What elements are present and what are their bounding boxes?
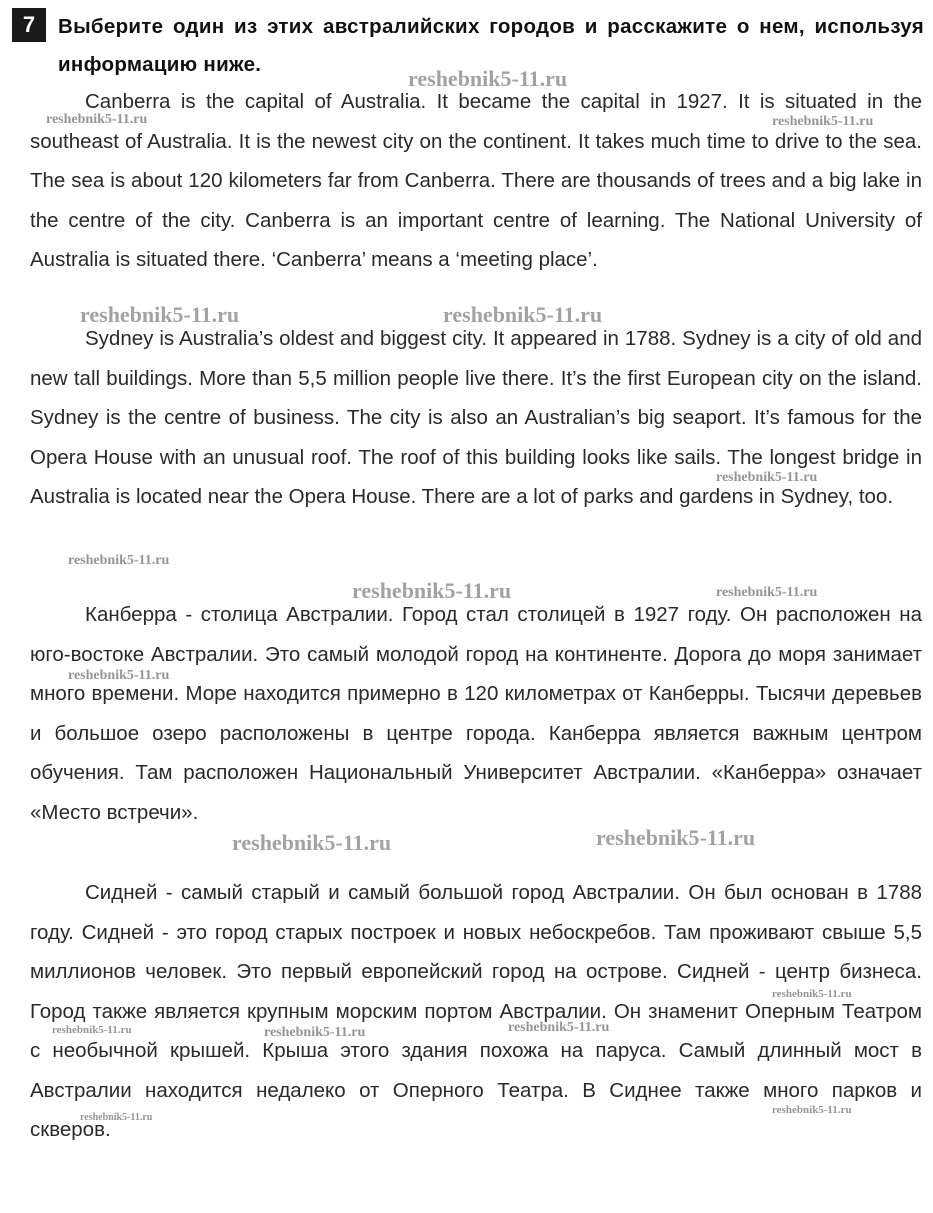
paragraph-canberra-russian: Канберра - столица Австралии. Город стал столицей в 1927 году. Он расположен на юго-востоке Австралии. Это самый молодой город на континенте. Дорога до моря занимает много времени. Море находится примерно в 120 километрах от Канберры. Тысячи деревьев и большое озеро расположены в центре города. Канберра является важным центром обучения. Там расположен Национальный Университет Австралии. «Канберра» означает «Место встречи». <box>30 603 922 824</box>
watermark: reshebnik5-11.ru <box>52 1024 132 1036</box>
watermark: reshebnik5-11.ru <box>508 1020 610 1035</box>
watermark: reshebnik5-11.ru <box>716 470 818 485</box>
watermark: reshebnik5-11.ru <box>68 553 170 568</box>
watermark: reshebnik5-11.ru <box>264 1025 366 1040</box>
paragraph-canberra-english: Canberra is the capital of Australia. It became the capital in 1927. It is situated in the southeast of Australia. It is the newest city on the continent. It takes much time to drive to the sea. The sea is about 120 kilometers far from Canberra. There are thousands of trees and a big lake in the centre of the city. Canberra is an important centre of learning. The National University of Australia is situated there. ‘Canberra’ means a ‘meeting place’. <box>30 90 922 271</box>
watermark: reshebnik5-11.ru <box>716 585 818 600</box>
watermark: reshebnik5-11.ru <box>408 66 568 91</box>
watermark: reshebnik5-11.ru <box>772 114 874 129</box>
watermark: reshebnik5-11.ru <box>352 578 512 603</box>
watermark: reshebnik5-11.ru <box>596 825 756 850</box>
watermark: reshebnik5-11.ru <box>772 988 852 1000</box>
paragraph-sydney-english: Sydney is Australia’s oldest and biggest city. It appeared in 1788. Sydney is a city of old and new tall buildings. More than 5,5 million people live there. It’s the first European city on the island. Sydney is the centre of business. The city is also an Australian’s big seaport. It’s famous for the Opera House with an unusual roof. The roof of this building looks like sails. The longest bridge in Australia is located near the Opera House. There are a lot of parks and gardens in Sydney, too. <box>30 327 922 508</box>
task-header <box>12 8 924 84</box>
watermark: reshebnik5-11.ru <box>443 302 603 327</box>
task-instruction: Выберите один из этих австралийских городов и расскажите о нем, используя информацию ниже. <box>58 15 924 76</box>
watermark: reshebnik5-11.ru <box>46 112 148 127</box>
watermark: reshebnik5-11.ru <box>80 1112 153 1123</box>
watermark: reshebnik5-11.ru <box>772 1104 852 1116</box>
watermark: reshebnik5-11.ru <box>80 302 240 327</box>
paragraph-sydney-russian: Сидней - самый старый и самый большой город Австралии. Он был основан в 1788 году. Сидней - это город старых построек и новых небоскребов. Там проживают свыше 5,5 миллионов человек. Это первый европейский город на острове. Сидней - центр бизнеса. Город также является крупным морским портом Австралии. Он знаменит Оперным Театром с необычной крышей. Крыша этого здания похожа на паруса. Самый длинный мост в Австралии находится недалеко от Оперного Театра. В Сиднее также много парков и скверов. <box>30 881 922 1141</box>
watermark: reshebnik5-11.ru <box>232 830 392 855</box>
watermark: reshebnik5-11.ru <box>68 668 170 683</box>
task-number-badge: 7 <box>12 8 46 42</box>
